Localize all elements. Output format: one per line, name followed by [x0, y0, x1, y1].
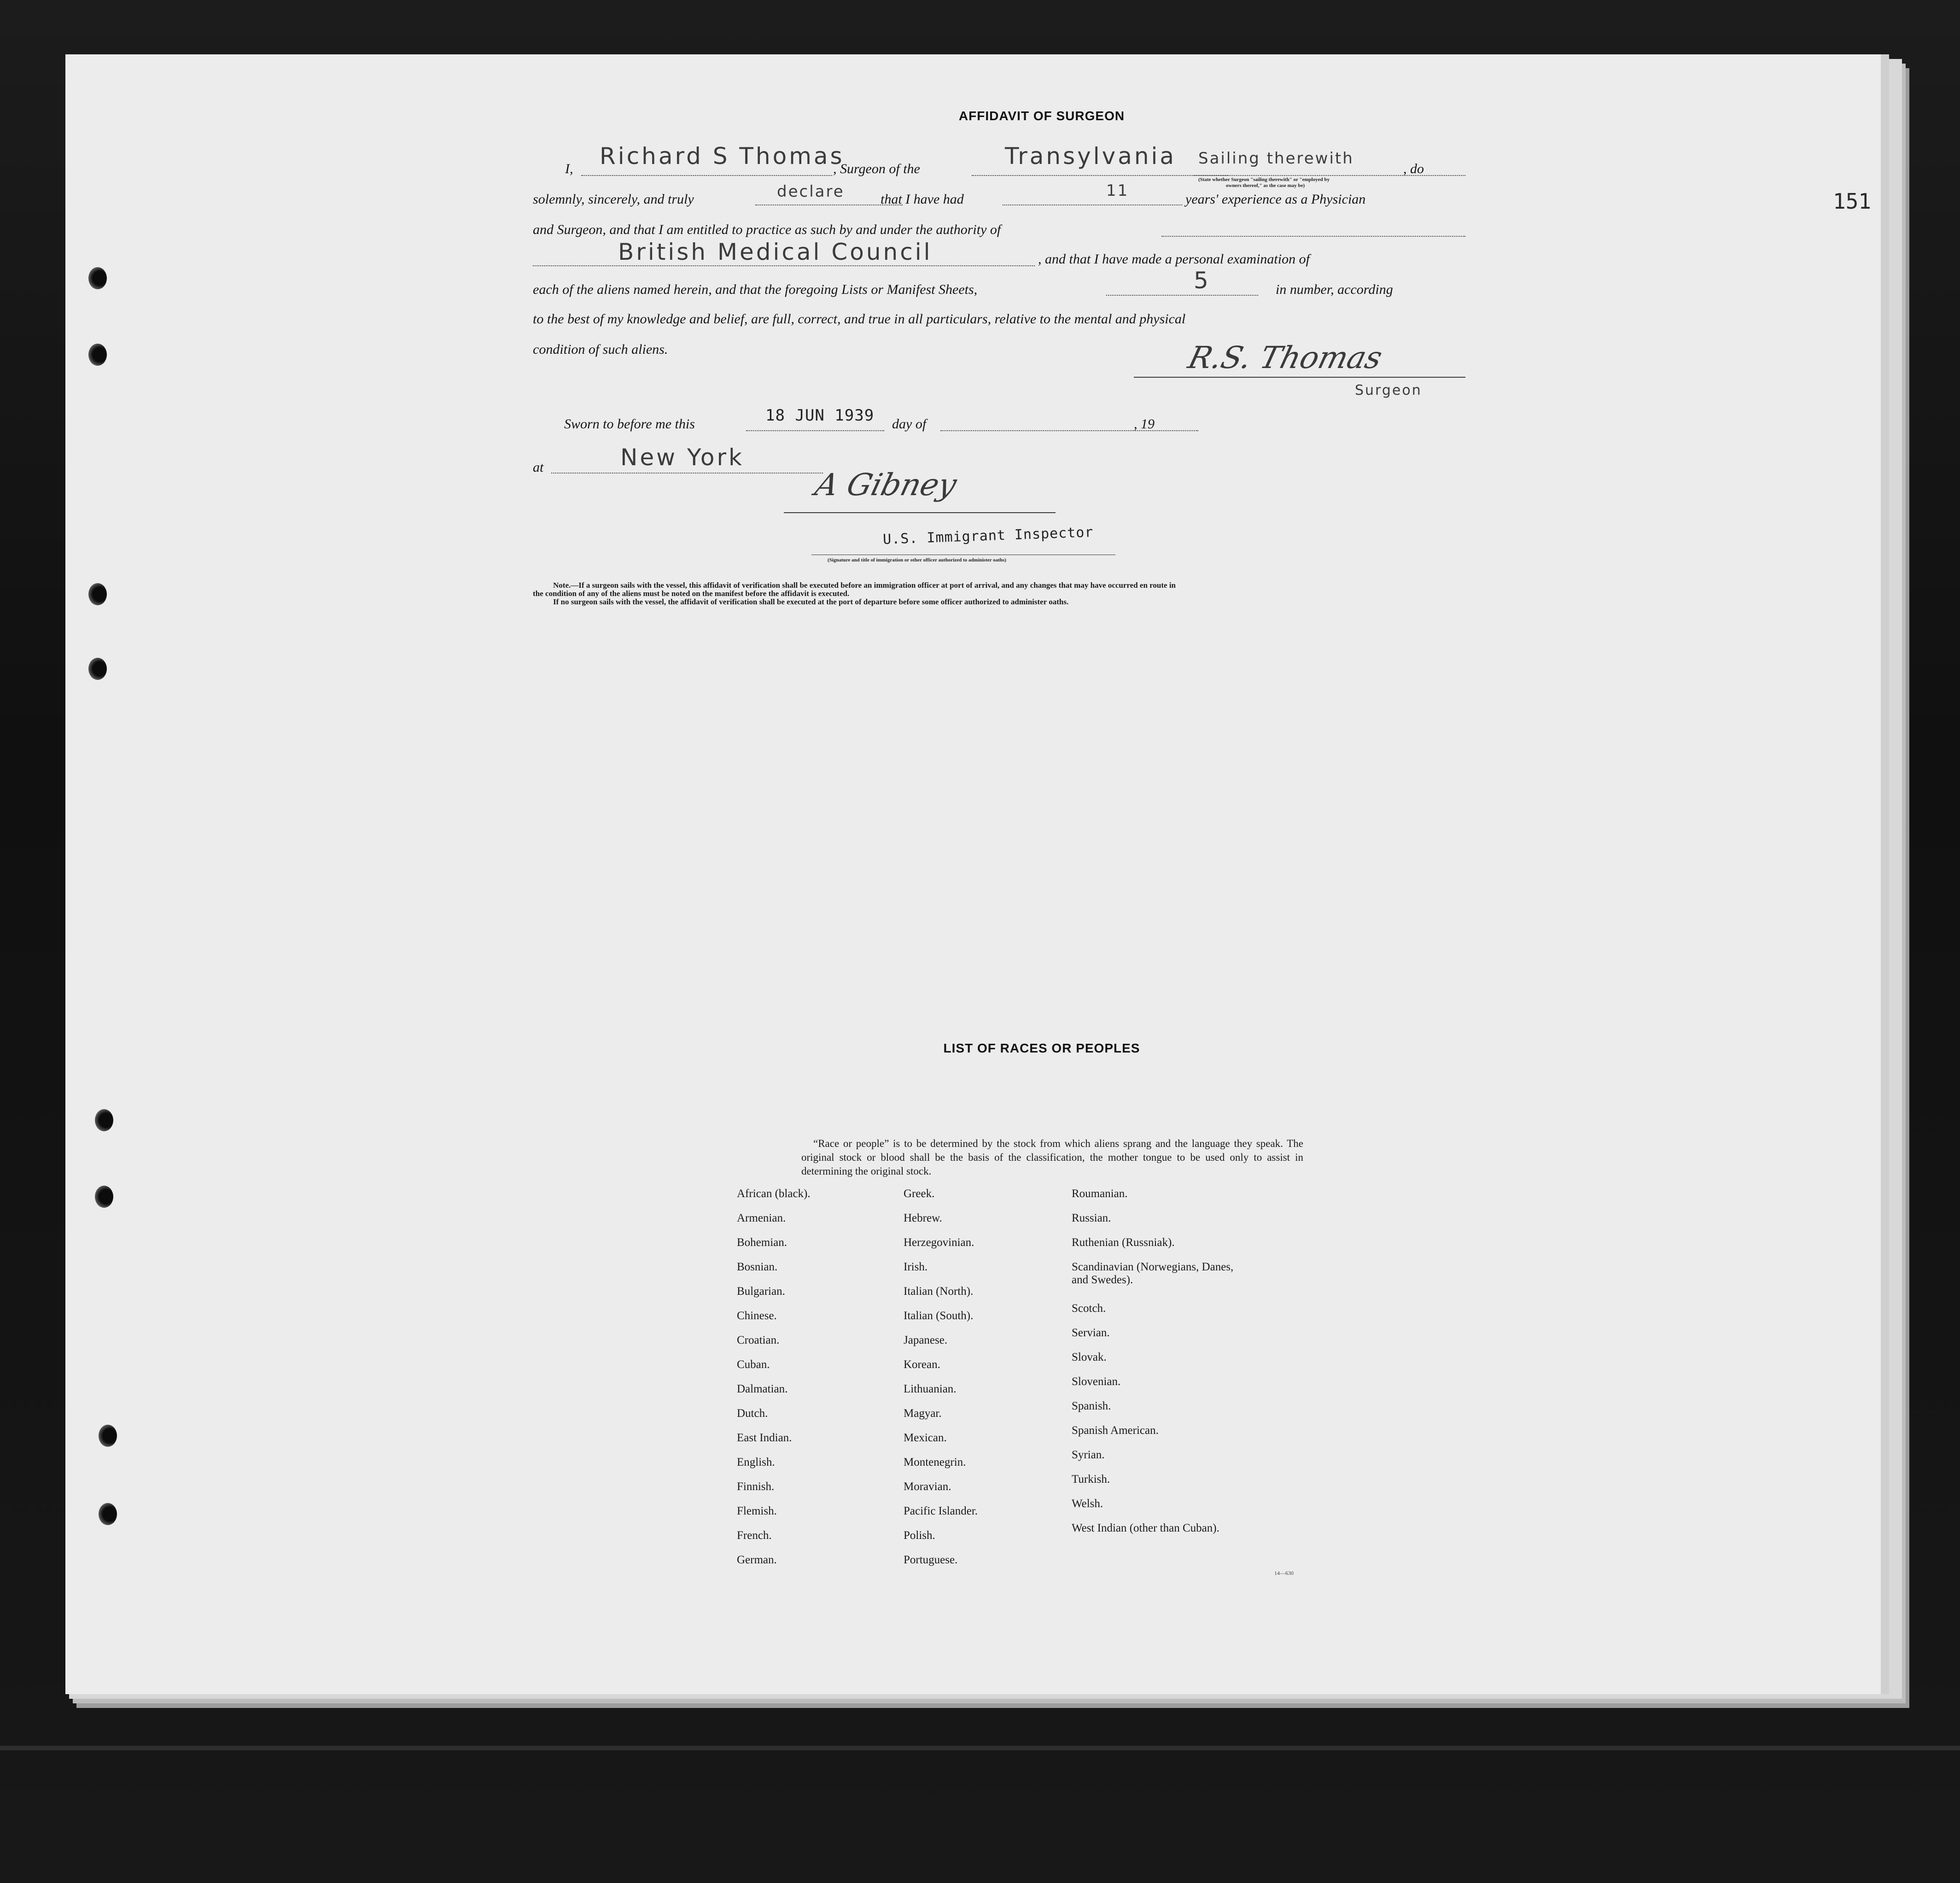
- races-column-3: [1072, 1187, 1247, 1563]
- affidavit-line7: condition of such aliens.: [533, 342, 668, 357]
- race-item: Italian (North).: [904, 1285, 974, 1298]
- race-item: Servian.: [1072, 1327, 1110, 1339]
- race-item: Roumanian.: [1072, 1187, 1128, 1200]
- race-item: Spanish American.: [1072, 1424, 1159, 1437]
- affidavit-line4-end: , and that I have made a personal examination of: [1038, 251, 1310, 267]
- sailing-note: [1198, 177, 1330, 189]
- race-item: Pacific Islander.: [904, 1505, 978, 1517]
- officer-title-stamp: U.S. Immigrant Inspector: [882, 524, 1094, 548]
- race-item: Welsh.: [1072, 1497, 1103, 1510]
- affidavit-line1-pre: I,: [565, 161, 573, 176]
- sailing-status-rule: [1194, 175, 1465, 176]
- affidavit-line2-mid: that I have had: [881, 192, 964, 207]
- race-item: Korean.: [904, 1358, 940, 1371]
- binder-hole: [99, 1503, 117, 1525]
- place-value: New York: [620, 444, 744, 471]
- officer-signature: A Gibney: [811, 467, 961, 503]
- races-column-1: [737, 1187, 811, 1578]
- vessel-rule: [972, 175, 1230, 176]
- race-item: Ruthenian (Russniak).: [1072, 1236, 1175, 1249]
- binder-hole: [88, 344, 107, 366]
- race-item: Scotch.: [1072, 1302, 1106, 1315]
- sailing-note-line1: (State whether Surgeon "sailing therewith" or "employed by: [1198, 177, 1330, 182]
- place-rule: [551, 473, 823, 474]
- race-item: Bohemian.: [737, 1236, 788, 1249]
- race-item: Lithuanian.: [904, 1383, 957, 1395]
- binder-hole: [88, 267, 107, 289]
- affidavit-line2-end: years' experience as a Physician: [1185, 192, 1366, 207]
- race-item: Slovak.: [1072, 1351, 1107, 1363]
- affidavit-line5-pre: each of the aliens named herein, and that the foregoing Lists or Manifest Sheets,: [533, 282, 978, 297]
- authority-value: British Medical Council: [618, 239, 933, 265]
- race-item: Moravian.: [904, 1480, 951, 1493]
- race-item: Syrian.: [1072, 1449, 1105, 1461]
- race-item: Cuban.: [737, 1358, 770, 1371]
- authority-rule: [533, 265, 1035, 266]
- race-item: Mexican.: [904, 1432, 947, 1444]
- race-item: Irish.: [904, 1261, 928, 1273]
- binder-hole: [88, 658, 107, 680]
- race-item: Greek.: [904, 1187, 935, 1200]
- sworn-year-prefix: , 19: [1134, 416, 1155, 432]
- oath-word: declare: [777, 182, 845, 201]
- race-item: Hebrew.: [904, 1212, 942, 1224]
- page-number: 151: [1833, 189, 1872, 214]
- manifest-page: [65, 54, 1889, 1694]
- race-item: Bulgarian.: [737, 1285, 785, 1298]
- note-line1: Note.—If a surgeon sails with the vessel, this affidavit of verification shall be executed before an immigration officer at port of arrival, and any changes that may have occurred en route in: [553, 581, 1176, 590]
- affidavit-line1-mid: , Surgeon of the: [833, 161, 920, 176]
- race-item: Portuguese.: [904, 1554, 958, 1566]
- race-item: Turkish.: [1072, 1473, 1110, 1485]
- race-item: English.: [737, 1456, 775, 1468]
- race-item: East Indian.: [737, 1432, 792, 1444]
- surgeon-name: Richard S Thomas: [600, 143, 845, 170]
- affidavit-line3: and Surgeon, and that I am entitled to practice as such by and under the authority of: [533, 222, 1001, 237]
- race-item: Italian (South).: [904, 1310, 974, 1322]
- binder-hole: [95, 1109, 113, 1131]
- race-item: Finnish.: [737, 1480, 775, 1493]
- race-item: Dutch.: [737, 1407, 768, 1420]
- authority-rule-top: [1161, 236, 1465, 237]
- race-item: Montenegrin.: [904, 1456, 966, 1468]
- race-item: Herzegovinian.: [904, 1236, 974, 1249]
- years-value: 11: [1106, 181, 1129, 200]
- race-item: German.: [737, 1554, 777, 1566]
- race-item: Armenian.: [737, 1212, 786, 1224]
- sheet-count-rule: [1106, 295, 1258, 296]
- vessel-name: Transylvania: [1005, 143, 1177, 170]
- race-item: Dalmatian.: [737, 1383, 788, 1395]
- officer-signature-rule: [784, 512, 1056, 513]
- race-item: Polish.: [904, 1529, 935, 1542]
- affidavit-title: AFFIDAVIT OF SURGEON: [958, 109, 1125, 123]
- surgeon-name-rule: [581, 175, 832, 176]
- race-item: Russian.: [1072, 1212, 1111, 1224]
- race-item: Magyar.: [904, 1407, 942, 1420]
- race-item: Bosnian.: [737, 1261, 778, 1273]
- sworn-date-stamp: 18 JUN 1939: [765, 406, 875, 425]
- sworn-mid: day of: [892, 416, 927, 432]
- race-item: Slovenian.: [1072, 1375, 1121, 1388]
- surgeon-signature: R.S. Thomas: [1184, 340, 1386, 375]
- race-item: Croatian.: [737, 1334, 780, 1346]
- at-label: at: [533, 460, 544, 475]
- sworn-date-rule: [746, 430, 884, 431]
- race-item: Flemish.: [737, 1505, 777, 1517]
- note-line2: the condition of any of the aliens must be noted on the manifest before the affidavit is executed.: [533, 589, 850, 598]
- races-column-2: [904, 1187, 978, 1578]
- sailing-note-line2: owners thereof," as the case may be): [1226, 183, 1305, 188]
- binder-hole: [95, 1186, 113, 1208]
- race-item: French.: [737, 1529, 772, 1542]
- races-title: LIST OF RACES OR PEOPLES: [943, 1041, 1140, 1055]
- affidavit-line2-pre: solemnly, sincerely, and truly: [533, 192, 694, 207]
- note-line3: If no surgeon sails with the vessel, the affidavit of verification shall be executed at the port of departure before some officer authorized to administer oaths.: [553, 597, 1069, 606]
- surgeon-signature-rule: [1134, 377, 1465, 378]
- affidavit-line6: to the best of my knowledge and belief, are full, correct, and true in all particulars, relative to the mental and physical: [533, 311, 1186, 327]
- sheet-count: 5: [1194, 267, 1211, 294]
- binder-hole: [88, 583, 107, 605]
- binder-hole: [99, 1425, 117, 1447]
- surgeon-label: Surgeon: [1355, 382, 1422, 398]
- scanner-bottom-edge: [0, 1746, 1960, 1750]
- sailing-status: Sailing therewith: [1198, 149, 1354, 168]
- affidavit-note: [533, 581, 1176, 606]
- race-item: Spanish.: [1072, 1400, 1111, 1412]
- affidavit-line5-end: in number, according: [1276, 282, 1393, 297]
- print-code: 14—630: [1274, 1570, 1294, 1576]
- race-item: African (black).: [737, 1187, 811, 1200]
- sworn-month-rule: [940, 430, 1198, 431]
- race-item: Chinese.: [737, 1310, 777, 1322]
- affidavit-line1-end: , do: [1403, 161, 1424, 176]
- race-item: West Indian (other than Cuban).: [1072, 1522, 1219, 1534]
- races-intro: “Race or people” is to be determined by the stock from which aliens sprang and the language they speak. The original stock or blood shall be the basis of the classification, the mother tongue to be used only to assist in determining the original stock.: [801, 1138, 1303, 1177]
- race-item: Scandinavian (Norwegians, Danes, and Swedes).: [1072, 1261, 1234, 1286]
- officer-caption: (Signature and title of immigration or other officer authorized to administer oaths): [828, 557, 1006, 563]
- sworn-pre: Sworn to before me this: [564, 416, 695, 432]
- race-item: Japanese.: [904, 1334, 948, 1346]
